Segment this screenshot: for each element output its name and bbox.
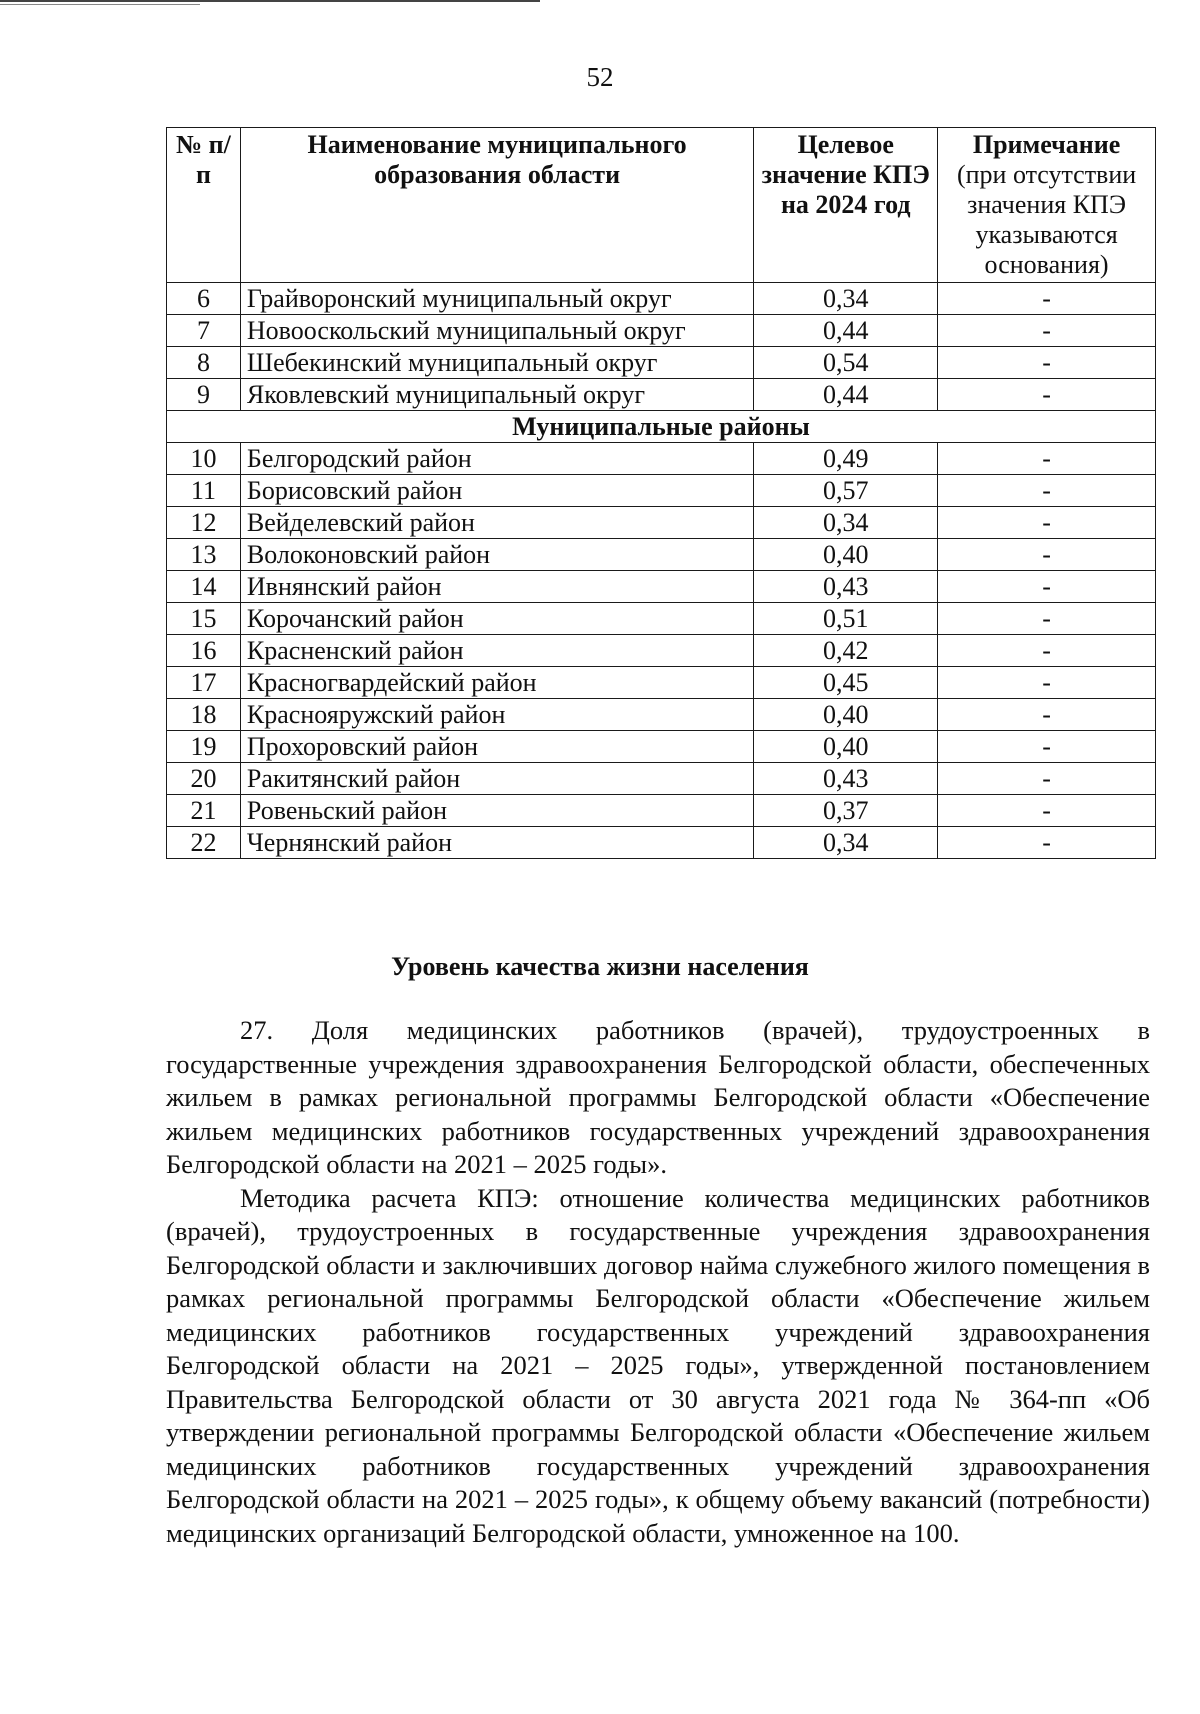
- row-name: Ровеньский район: [240, 795, 753, 827]
- table-row: [167, 827, 1156, 859]
- row-num: 20: [167, 763, 241, 795]
- row-note: -: [938, 827, 1156, 859]
- row-value: 0,37: [754, 795, 938, 827]
- header-name: Наименование муниципального образования области: [240, 128, 753, 283]
- section-row: [167, 411, 1156, 443]
- row-note: -: [938, 603, 1156, 635]
- row-num: 18: [167, 699, 241, 731]
- table-row: [167, 283, 1156, 315]
- paragraph: Методика расчета КПЭ: отношение количества медицинских работников (врачей), трудоустроенных в государственные учреждения здравоохранения Белгородской области и заключивших договор найма служебного жилого помещения в рамках региональной программы Белгородской области «Обеспечение жильем медицинских работников государственных учреждений здравоохранения Белгородской области на 2021 – 2025 годы», утвержденной постановлением Правительства Белгородской области от 30 августа 2021 года № 364-пп «Об утверждении региональной программы Белгородской области «Обеспечение жильем медицинских работников государственных учреждений здравоохранения Белгородской области на 2021 – 2025 годы», к общему объему вакансий (потребности) медицинских организаций Белгородской области, умноженное на 100.: [166, 1182, 1150, 1548]
- kpe-table: [166, 127, 1156, 859]
- table-row: [167, 667, 1156, 699]
- row-num: 17: [167, 667, 241, 699]
- paragraph: 27. Доля медицинских работников (врачей), трудоустроенных в государственные учреждения здравоохранения Белгородской области, обеспеченных жильем в рамках региональной программы Белгородской области «Обеспечение жильем медицинских работников государственных учреждений здравоохранения Белгородской области на 2021 – 2025 годы».: [166, 1015, 1150, 1179]
- row-name: Красненский район: [240, 635, 753, 667]
- row-note: -: [938, 347, 1156, 379]
- section-label: Муниципальные районы: [167, 411, 1156, 443]
- header-num: № п/п: [167, 128, 241, 283]
- row-name: Ивнянский район: [240, 571, 753, 603]
- row-note: -: [938, 763, 1156, 795]
- table-row: [167, 603, 1156, 635]
- table-row: [167, 763, 1156, 795]
- table-row: [167, 571, 1156, 603]
- row-note: -: [938, 667, 1156, 699]
- row-num: 9: [167, 379, 241, 411]
- row-value: 0,51: [754, 603, 938, 635]
- header-note: [938, 128, 1156, 283]
- table-row: [167, 315, 1156, 347]
- row-num: 13: [167, 539, 241, 571]
- row-name: Красногвардейский район: [240, 667, 753, 699]
- row-value: 0,44: [754, 379, 938, 411]
- row-note: -: [938, 443, 1156, 475]
- row-value: 0,42: [754, 635, 938, 667]
- row-note: -: [938, 475, 1156, 507]
- row-value: 0,34: [754, 507, 938, 539]
- row-name: Грайворонский муниципальный округ: [240, 283, 753, 315]
- row-note: -: [938, 507, 1156, 539]
- table-row: [167, 347, 1156, 379]
- header-target: Целевое значение КПЭ на 2024 год: [754, 128, 938, 283]
- row-name: Ракитянский район: [240, 763, 753, 795]
- row-num: 10: [167, 443, 241, 475]
- table-row: [167, 635, 1156, 667]
- row-num: 12: [167, 507, 241, 539]
- row-name: Новооскольский муниципальный округ: [240, 315, 753, 347]
- row-num: 15: [167, 603, 241, 635]
- row-note: -: [938, 315, 1156, 347]
- row-value: 0,57: [754, 475, 938, 507]
- row-value: 0,54: [754, 347, 938, 379]
- row-num: 6: [167, 283, 241, 315]
- header-note-sub: (при отсутствии значения КПЭ указываются основания): [956, 160, 1137, 279]
- row-value: 0,40: [754, 731, 938, 763]
- row-note: -: [938, 795, 1156, 827]
- row-value: 0,45: [754, 667, 938, 699]
- row-value: 0,43: [754, 763, 938, 795]
- row-name: Борисовский район: [240, 475, 753, 507]
- row-name: Чернянский район: [240, 827, 753, 859]
- body-text: [166, 1014, 1150, 1550]
- row-num: 11: [167, 475, 241, 507]
- table-row: [167, 795, 1156, 827]
- row-num: 7: [167, 315, 241, 347]
- row-num: 21: [167, 795, 241, 827]
- row-note: -: [938, 379, 1156, 411]
- row-num: 8: [167, 347, 241, 379]
- row-value: 0,40: [754, 699, 938, 731]
- row-value: 0,34: [754, 283, 938, 315]
- table-header-row: [167, 128, 1156, 283]
- row-note: -: [938, 731, 1156, 763]
- table-row: [167, 507, 1156, 539]
- row-note: -: [938, 283, 1156, 315]
- table-row: [167, 475, 1156, 507]
- row-note: -: [938, 699, 1156, 731]
- row-value: 0,34: [754, 827, 938, 859]
- scan-artifact-line: [0, 4, 200, 5]
- row-value: 0,44: [754, 315, 938, 347]
- row-name: Корочанский район: [240, 603, 753, 635]
- row-num: 16: [167, 635, 241, 667]
- row-name: Прохоровский район: [240, 731, 753, 763]
- table-row: [167, 443, 1156, 475]
- row-num: 14: [167, 571, 241, 603]
- page-number: 52: [586, 62, 614, 92]
- table-row: [167, 731, 1156, 763]
- table-row: [167, 539, 1156, 571]
- scan-artifact-line: [0, 0, 540, 2]
- row-note: -: [938, 539, 1156, 571]
- row-name: Вейделевский район: [240, 507, 753, 539]
- row-note: -: [938, 571, 1156, 603]
- table-row: [167, 379, 1156, 411]
- row-note: -: [938, 635, 1156, 667]
- table-row: [167, 699, 1156, 731]
- row-num: 22: [167, 827, 241, 859]
- row-name: Яковлевский муниципальный округ: [240, 379, 753, 411]
- row-name: Краснояружский район: [240, 699, 753, 731]
- row-value: 0,49: [754, 443, 938, 475]
- row-name: Волоконовский район: [240, 539, 753, 571]
- row-value: 0,40: [754, 539, 938, 571]
- header-note-title: Примечание: [972, 130, 1121, 159]
- section-heading: Уровень качества жизни населения: [391, 952, 809, 981]
- row-name: Шебекинский муниципальный округ: [240, 347, 753, 379]
- row-value: 0,43: [754, 571, 938, 603]
- row-num: 19: [167, 731, 241, 763]
- row-name: Белгородский район: [240, 443, 753, 475]
